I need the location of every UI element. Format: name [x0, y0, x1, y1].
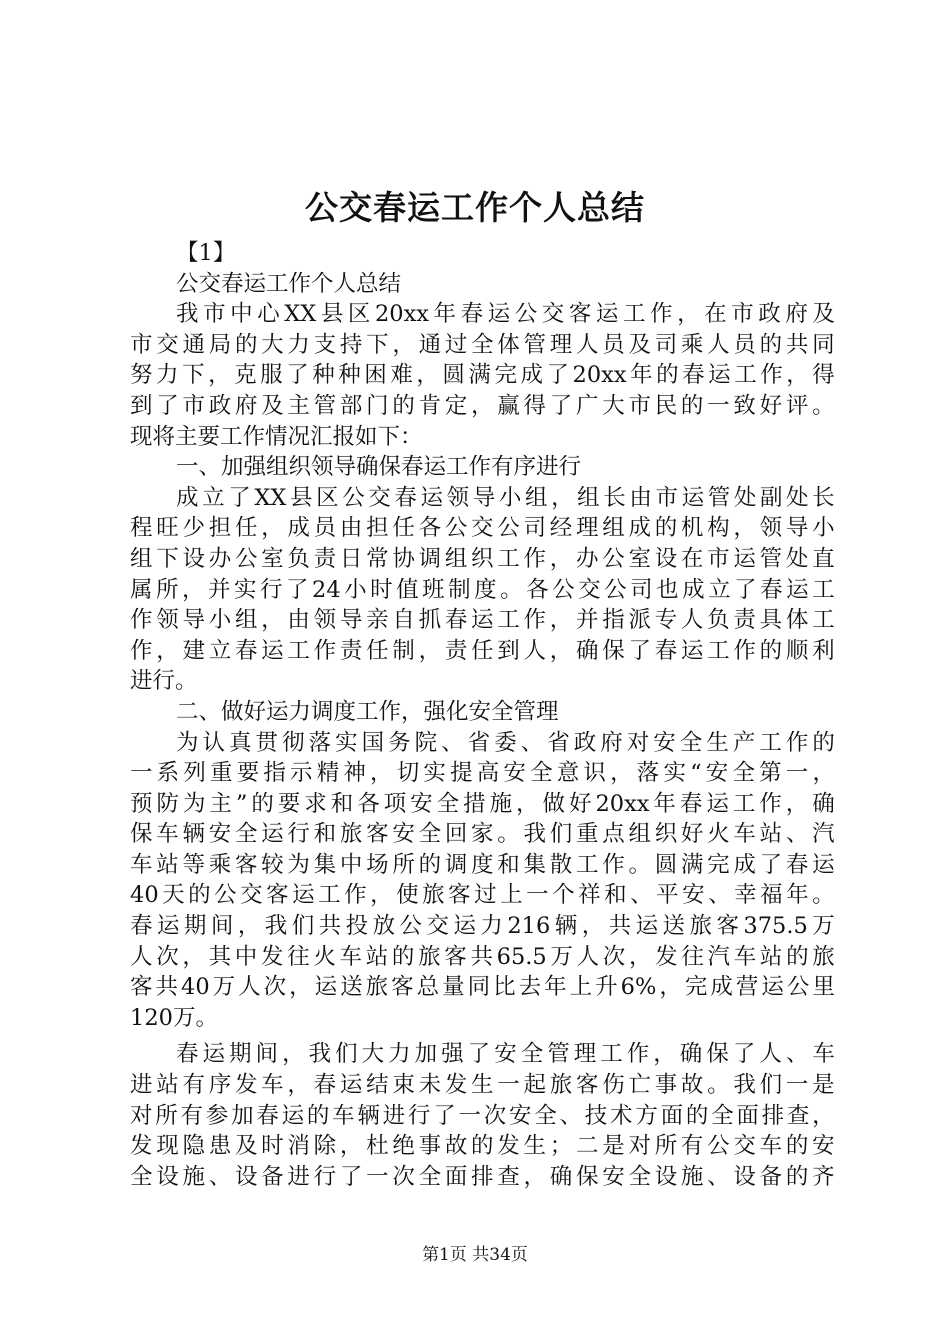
- paragraph-line: 车 站 等 乘 客 较 为 集 中 场 所 的 调 度 和 集 散 工 作 。 圆 满 完 成 了 春 运: [130, 851, 835, 878]
- paragraph-line: 市 交 通 局 的 大 力 支 持 下 ， 通 过 全 体 管 理 人 员 及 司 乘 人 员 的 共 同: [130, 331, 835, 358]
- paragraph-line: 一 系 列 重 要 指 示 精 神 ， 切 实 提 高 安 全 意 识 ， 落 实 “ 安 全 第 一 ，: [130, 760, 835, 787]
- paragraph-line: 人 次 ， 其 中 发 往 火 车 站 的 旅 客 共 65.5 万 人 次 ， 发 往 汽 车 站 的 旅: [130, 943, 835, 970]
- section-heading: 二、做好运力调度工作，强化安全管理: [176, 698, 559, 725]
- section-marker: 【1】: [176, 240, 236, 266]
- paragraph-line: 发 现 隐 患 及 时 消 除 ， 杜 绝 事 故 的 发 生 ； 二 是 对 所 有 公 交 车 的 安: [130, 1133, 835, 1160]
- paragraph-line: 属 所 ， 并 实 行 了 24 小 时 值 班 制 度 。 各 公 交 公 司 也 成 立 了 春 运 工: [130, 576, 835, 603]
- section-heading: 一、加强组织领导确保春运工作有序进行: [176, 454, 582, 481]
- paragraph-line: 程 旺 少 担 任 ， 成 员 由 担 任 各 公 交 公 司 经 理 组 成 的 机 构 ， 领 导 小: [130, 515, 835, 542]
- paragraph-line: 对 所 有 参 加 春 运 的 车 辆 进 行 了 一 次 安 全 、 技 术 方 面 的 全 面 排 查 ，: [130, 1102, 835, 1129]
- paragraph-line: 为 认 真 贯 彻 落 实 国 务 院 、 省 委 、 省 政 府 对 安 全 生 产 工 作 的: [176, 729, 835, 756]
- paragraph-line: 进行。: [130, 668, 198, 695]
- paragraph-line: 春 运 期 间 ， 我 们 共 投 放 公 交 运 力 216 辆 ， 共 运 送 旅 客 375.5 万: [130, 913, 835, 940]
- paragraph-line: 我 市 中 心 XX 县 区 20xx 年 春 运 公 交 客 运 工 作 ， 在 市 政 府 及: [176, 301, 835, 328]
- paragraph-line: 现将主要工作情况汇报如下：: [130, 423, 423, 450]
- paragraph-line: 作 领 导 小 组 ， 由 领 导 亲 自 抓 春 运 工 作 ， 并 指 派 专 人 负 责 具 体 工: [130, 607, 835, 634]
- paragraph-line: 进 站 有 序 发 车 ， 春 运 结 束 未 发 生 一 起 旅 客 伤 亡 事 故 。 我 们 一 是: [130, 1072, 835, 1099]
- paragraph-line: 努 力 下 ， 克 服 了 种 种 困 难 ， 圆 满 完 成 了 20xx 年 的 春 运 工 作 ， 得: [130, 362, 835, 389]
- paragraph-line: 成 立 了 XX 县 区 公 交 春 运 领 导 小 组 ， 组 长 由 市 运 管 处 副 处 长: [176, 484, 835, 511]
- paragraph-line: 预 防 为 主 ” 的 要 求 和 各 项 安 全 措 施 ， 做 好 20xx 年 春 运 工 作 ， 确: [130, 790, 835, 817]
- paragraph-line: 全 设 施 、 设 备 进 行 了 一 次 全 面 排 查 ， 确 保 安 全 设 施 、 设 备 的 齐: [130, 1163, 835, 1190]
- paragraph-line: 组 下 设 办 公 室 负 责 日 常 协 调 组 织 工 作 ， 办 公 室 设 在 市 运 管 处 直: [130, 545, 835, 572]
- page-number: 第1页 共34页: [422, 1245, 528, 1265]
- paragraph-line: 客 共 40 万 人 次 ， 运 送 旅 客 总 量 同 比 去 年 上 升 6% ， 完 成 营 运 公 里: [130, 974, 835, 1001]
- paragraph-line: 保 车 辆 安 全 运 行 和 旅 客 安 全 回 家 。 我 们 重 点 组 织 好 火 车 站 、 汽: [130, 821, 835, 848]
- paragraph-line: 40 天 的 公 交 客 运 工 作 ， 使 旅 客 过 上 一 个 祥 和 、 平 安 、 幸 福 年 。: [130, 882, 835, 909]
- paragraph-line: 到 了 市 政 府 及 主 管 部 门 的 肯 定 ， 赢 得 了 广 大 市 民 的 一 致 好 评 。: [130, 392, 835, 419]
- subtitle-line: 公交春运工作个人总结: [176, 270, 402, 297]
- paragraph-line: 作 ， 建 立 春 运 工 作 责 任 制 ， 责 任 到 人 ， 确 保 了 春 运 工 作 的 顺 利: [130, 637, 835, 664]
- paragraph-line: 春 运 期 间 ， 我 们 大 力 加 强 了 安 全 管 理 工 作 ， 确 保 了 人 、 车: [176, 1041, 835, 1068]
- document-body: [130, 238, 835, 1192]
- document-title: 公交春运工作个人总结: [305, 188, 645, 227]
- paragraph-line: 120万。: [130, 1004, 218, 1031]
